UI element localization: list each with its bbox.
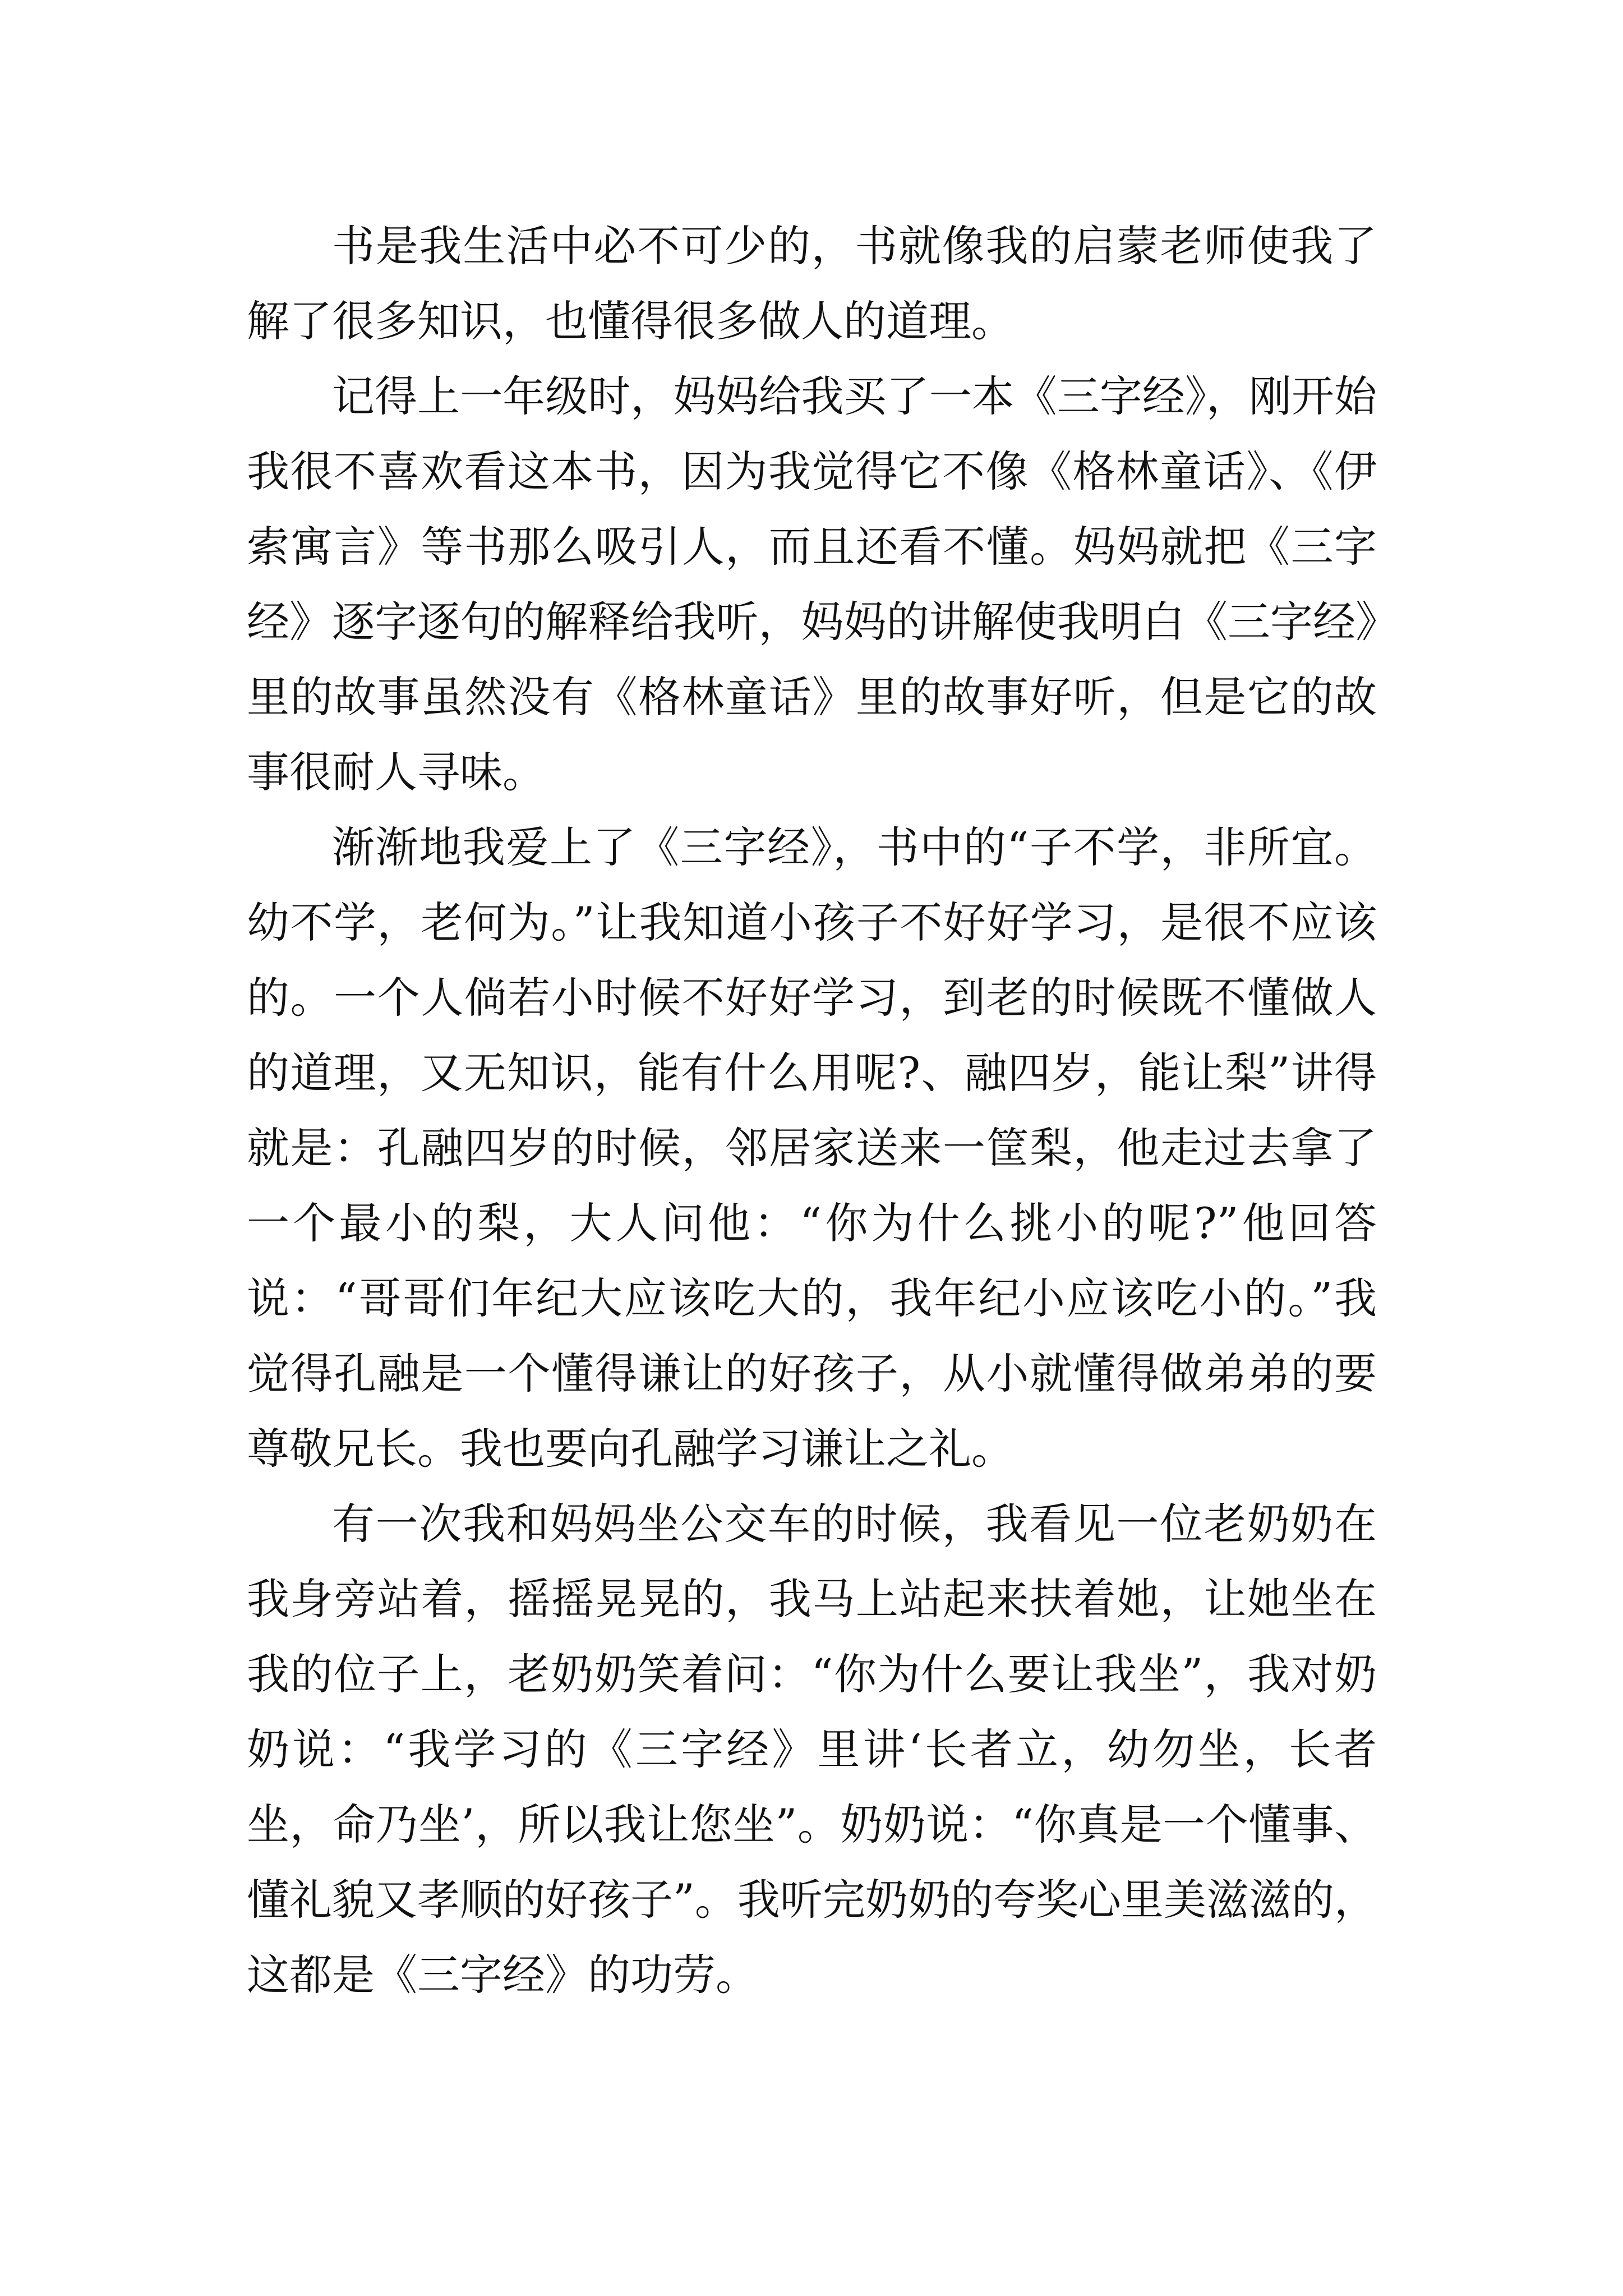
essay-body (247, 209, 1377, 2013)
paragraph-1: 书是我生活中必不可少的，书就像我的启蒙老师使我了解了很多知识，也懂得很多做人的道理。 (247, 221, 1377, 346)
paragraph-2: 记得上一年级时，妈妈给我买了一本《三字经》，刚开始我很不喜欢看这本书，因为我觉得它不像《格林童话》、《伊索寓言》等书那么吸引人，而且还看不懂。妈妈就把《三字经》逐字逐句的解释给我听，妈妈的讲解使我明白《三字经》里的故事虽然没有《格林童话》里的故事好听，但是它的故事很耐人寻味。 (247, 371, 1377, 797)
paragraph-4: 有一次我和妈妈坐公交车的时候，我看见一位老奶奶在我身旁站着，摇摇晃晃的，我马上站起来扶着她，让她坐在我的位子上，老奶奶笑着问：“你为什么要让我坐”，我对奶奶说：“我学习的《三字经》里讲‘长者立，幼勿坐，长者坐，命乃坐’，所以我让您坐”。奶奶说：“你真是一个懂事、懂礼貌又孝顺的好孩子”。我听完奶奶的夸奖心里美滋滋的，这都是《三字经》的功劳。 (247, 1499, 1377, 2000)
paragraph-3: 渐渐地我爱上了《三字经》，书中的“子不学，非所宜。幼不学，老何为。”让我知道小孩子不好好学习，是很不应该的。一个人倘若小时候不好好学习，到老的时候既不懂做人的道理，又无知识，能有什么用呢?、融四岁，能让梨”讲得就是：孔融四岁的时候，邻居家送来一筐梨，他走过去拿了一个最小的梨，大人问他：“你为什么挑小的呢?”他回答说：“哥哥们年纪大应该吃大的，我年纪小应该吃小的。”我觉得孔融是一个懂得谦让的好孩子，从小就懂得做弟弟的要尊敬兄长。我也要向孔融学习谦让之礼。 (247, 822, 1377, 1474)
